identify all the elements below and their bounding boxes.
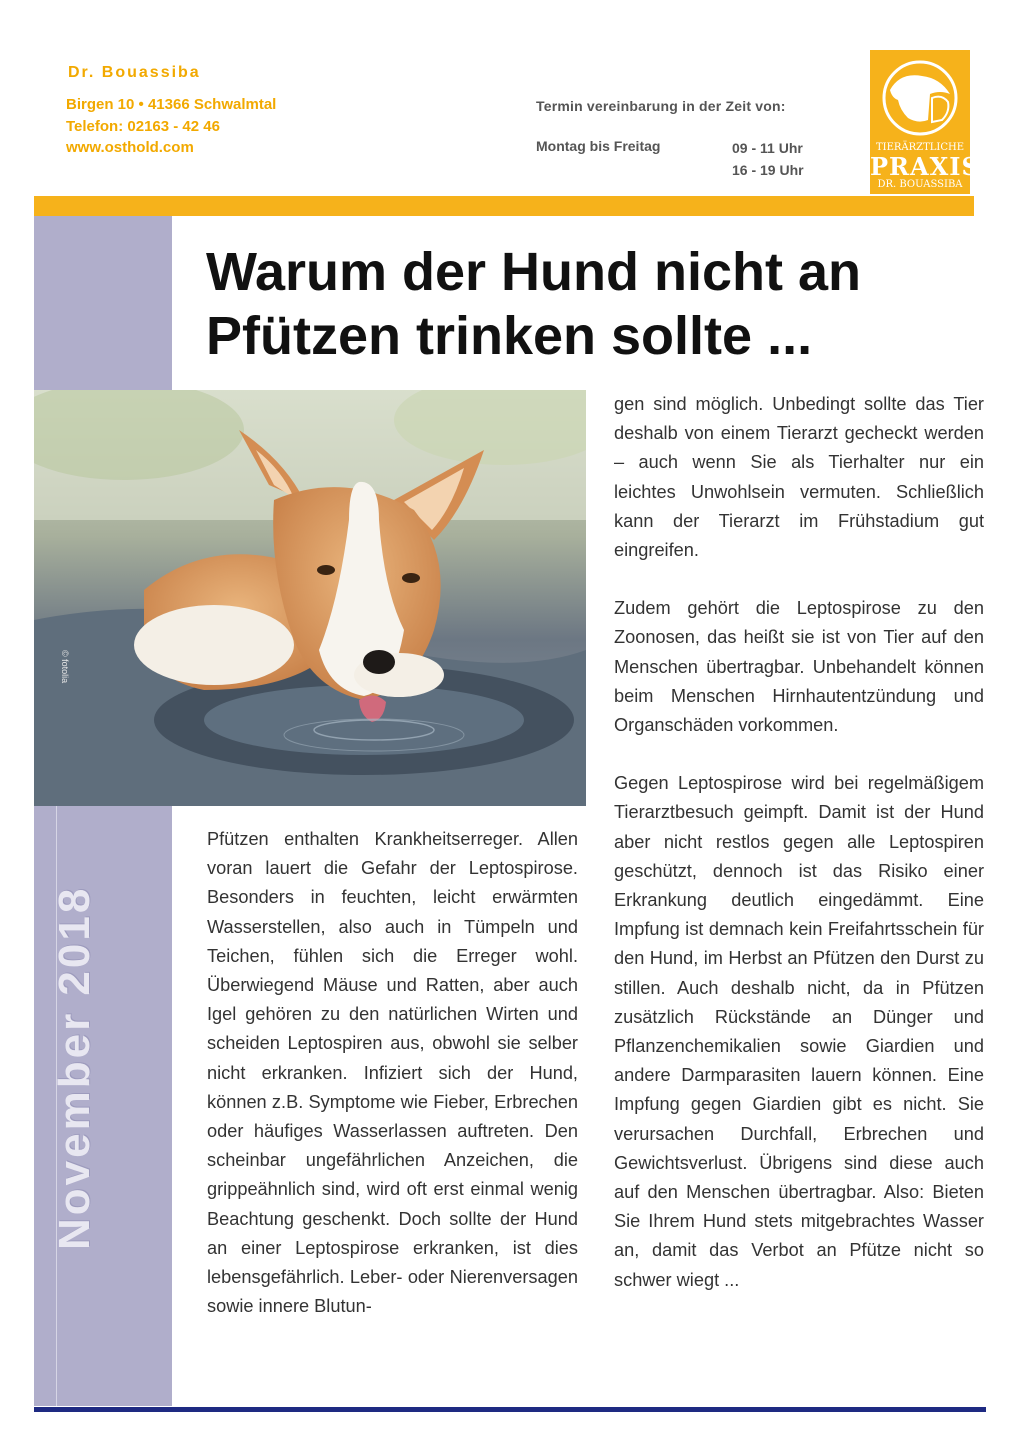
article-column-left xyxy=(207,825,578,1321)
article-paragraph: gen sind möglich. Unbedingt sollte das Tier deshalb von einem Tierarzt gecheckt werden – auch wenn Sie als Tierhalter nur ein leichtes Unwohlsein vermuten. Schließlich kann der Tierarzt im Frühstadium gut eingreifen. xyxy=(614,394,984,561)
dog-cat-logo-icon xyxy=(870,50,970,150)
appointment-time-morning: 09 - 11 Uhr xyxy=(732,140,803,156)
article-paragraph: Gegen Leptospirose wird bei regelmäßigem Tierarztbesuch geimpft. Damit ist der Hund aber nicht restlos gegen alle Leptospiren geschützt, dennoch ist das Risiko einer Erkrankung deutlich eingedämmt. Eine Impfung ist demnach kein Freifahrtsschein für den Hund, im Herbst an Pfützen den Durst zu stillen. Auch deshalb nicht, da in Pfützen zusätzlich Rückstände an Dünger und Pflanzenchemikalien sowie Giardien und andere Darmparasiten lauern können. Eine Impfung gegen Giardien gibt es nicht. Sie verursachen Durchfall, Erbrechen und Gewichtsverlust. Übrigens sind diese auch auf den Menschen übertragbar. Also: Bieten Sie Ihrem Hund stets mitgebrachtes Wasser an, damit das Verbot an Pfütze nicht so schwer wiegt ... xyxy=(614,773,984,1290)
phone: Telefon: 02163 - 42 46 xyxy=(66,118,220,135)
header-divider xyxy=(34,196,974,216)
logo-line-3: DR. BOUASSIBA xyxy=(877,179,963,190)
article-paragraph: Zudem gehört die Leptospirose zu den Zoonosen, das heißt sie ist von Tier auf den Menschen übertragbar. Unbehandelt können beim Menschen Hirnhautentzündung und Organschäden vorkommen. xyxy=(614,598,984,736)
side-band-top xyxy=(34,216,172,390)
practice-name: Dr. Bouassiba xyxy=(68,64,201,81)
issue-month xyxy=(50,885,110,1250)
article-paragraph: Pfützen enthalten Krankheitserreger. Allen voran lauert die Gefahr der Leptospirose. Besonders in feuchten, leicht erwärmten Wasserstellen, also auch in Tümpeln und Teichen, fühlen sich die Erreger wohl. Überwiegend Mäuse und Ratten, aber auch Igel gehören zu den natürlichen Wirten und scheiden Leptospiren aus, obwohl sie selber nicht erkranken. Infiziert sich der Hund, können z.B. Symptome wie Fieber, Erbrechen oder häufiges Wasserlassen auftreten. Den scheinbar ungefährlichen Anzeichen, die grippeähnlich sind, wird oft erst einmal wenig Beachtung geschenkt. Doch sollte der Hund an einer Leptospirose erkranken, ist dies lebensgefährlich. Leber- oder Nierenversagen sowie innere Blutun- xyxy=(207,829,578,1317)
headline-line-1: Warum der Hund nicht an xyxy=(206,242,862,302)
website-link[interactable]: www.osthold.com xyxy=(66,139,194,156)
practice-logo xyxy=(870,50,980,194)
address: Birgen 10 • 41366 Schwalmtal xyxy=(66,96,277,113)
article-headline xyxy=(206,240,986,368)
photo-credit: © fotolia xyxy=(60,650,70,684)
issue-month-text: November 2018 xyxy=(50,885,99,1250)
appointment-title: Termin vereinbarung in der Zeit von: xyxy=(536,98,786,114)
footer-divider xyxy=(34,1407,986,1412)
logo-line-1: TIERÄRZTLICHE xyxy=(875,142,965,153)
article-column-right xyxy=(614,390,984,1295)
dog-drinking-photo xyxy=(34,390,586,806)
headline-line-2: Pfützen trinken sollte ... xyxy=(206,306,813,366)
dog-photo-illustration xyxy=(34,390,586,806)
logo-line-2: PRAXIS xyxy=(870,152,980,181)
appointment-time-afternoon: 16 - 19 Uhr xyxy=(732,162,804,178)
appointment-days: Montag bis Freitag xyxy=(536,138,661,154)
